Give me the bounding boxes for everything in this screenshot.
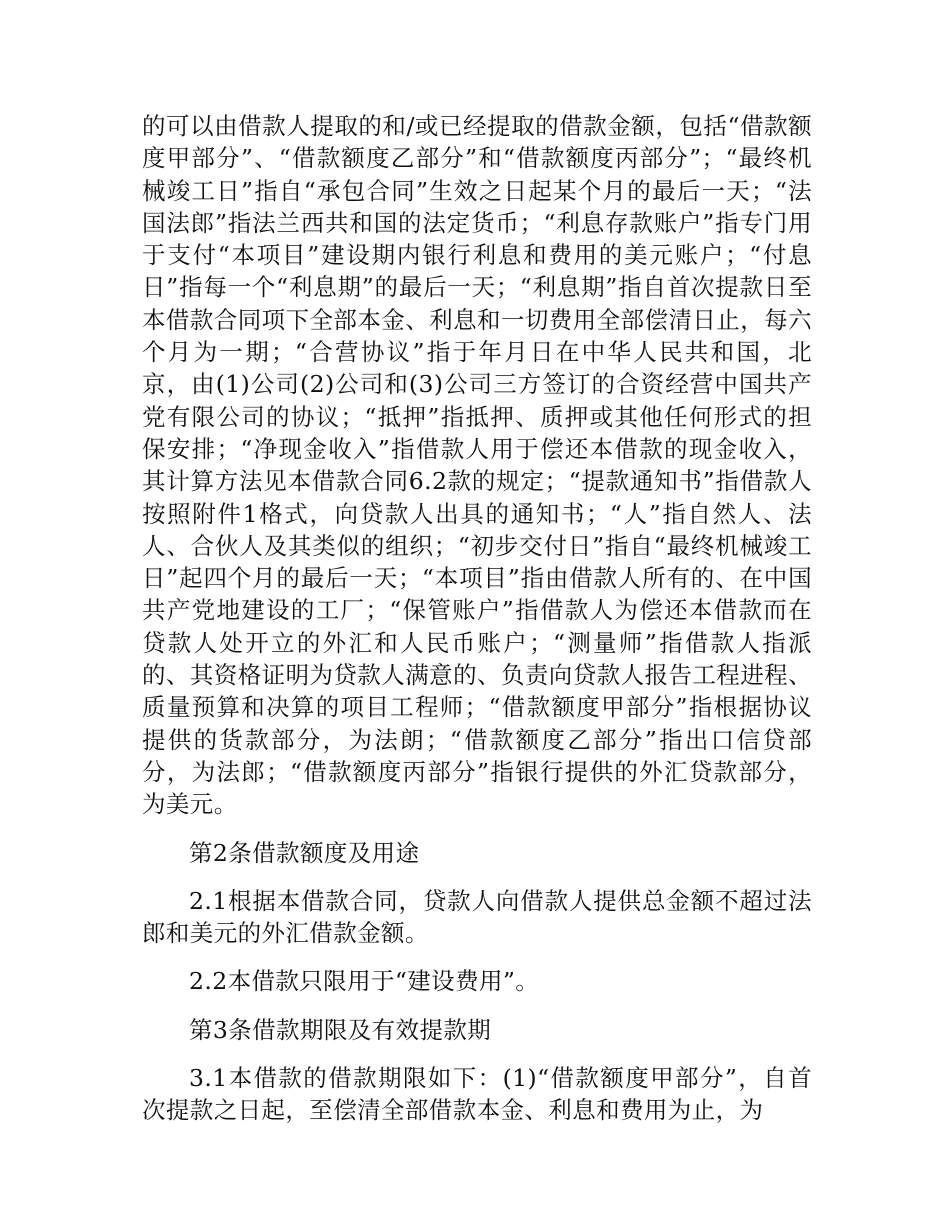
article-2-heading: 第2条借款额度及用途 [189, 838, 420, 867]
document-page [142, 110, 812, 1143]
definitions-paragraph: 的可以由借款人提取的和/或已经提取的借款金额，包括“借款额度甲部分”、“借款额度乙部分”和“借款额度丙部分”；“最终机械竣工日”指自“承包合同”生效之日起某个月的最后一天；“法国法郎”指法兰西共和国的法定货币；“利息存款账户”指专门用于支付“本项目”建设期内银行利息和费用的美元账户；“付息日”指每一个“利息期”的最后一天；“利息期”指自首次提款日至本借款合同项下全部本金、利息和一切费用全部偿清日止，每六个月为一期；“合营协议”指于年月日在中华人民共和国，北京，由(1)公司(2)公司和(3)公司三方签订的合资经营中国共产党有限公司的协议；“抵押”指抵押、质押或其他任何形式的担保安排；“净现金收入”指借款人用于偿还本借款的现金收入，其计算方法见本借款合同6.2款的规定；“提款通知书”指借款人按照附件1格式，向贷款人出具的通知书；“人”指自然人、法人、合伙人及其类似的组织；“初步交付日”指自“最终机械竣工日”起四个月的最后一天；“本项目”指由借款人所有的、在中国共产党地建设的工厂；“保管账户”指借款人为偿还本借款而在贷款人处开立的外汇和人民币账户；“测量师”指借款人指派的、其资格证明为贷款人满意的、负责向贷款人报告工程进程、质量预算和决算的项目工程师；“借款额度甲部分”指根据协议提供的货款部分，为法朗；“借款额度乙部分”指出口信贷部分，为法郎；“借款额度丙部分”指银行提供的外汇贷款部分，为美元。 [142, 112, 812, 819]
clause-3-1: 3.1本借款的借款期限如下：(1)“借款额度甲部分”，自首次提款之日起，至偿清全部借款本金、利息和费用为止，为 [142, 1064, 812, 1125]
clause-2-2: 2.2本借款只限用于“建设费用”。 [189, 967, 540, 996]
clause-2-1: 2.1根据本借款合同，贷款人向借款人提供总金额不超过法郎和美元的外汇借款金额。 [142, 886, 812, 948]
article-3-heading: 第3条借款期限及有效提款期 [189, 1015, 492, 1044]
